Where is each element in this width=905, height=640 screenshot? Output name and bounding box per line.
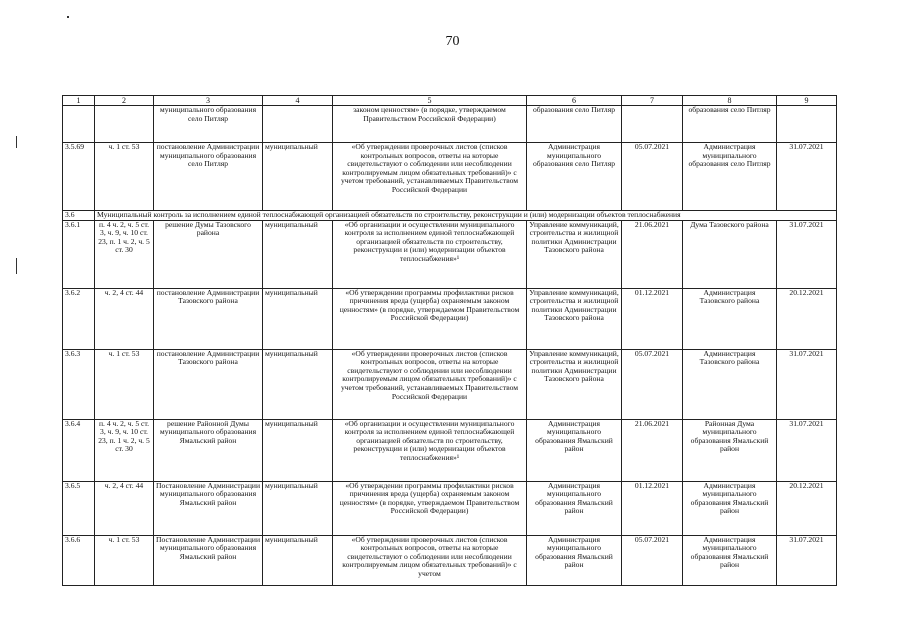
level-cell: муниципальный [263,481,333,535]
table-row [63,143,837,211]
section-number: 3.6 [63,211,95,221]
responsible-body-cell: образования село Питляр [527,106,622,143]
legal-basis-cell [95,106,154,143]
adoption-date-cell: 31.07.2021 [777,535,837,585]
adopting-body-cell: Дума Тазовского района [683,220,777,288]
adopting-body-cell: Администрация муниципального образования село Питляр [683,143,777,211]
row-number-cell: 3.6.6 [63,535,95,585]
row-number-cell: 3.6.2 [63,288,95,349]
table-body [63,96,837,586]
document-type-cell: постановление Администрации Тазовского района [154,349,263,419]
document-type-cell: постановление Администрации муниципального образования село Питляр [154,143,263,211]
adopting-body-cell: Районная Дума муниципального образования Ямальский район [683,419,777,481]
responsible-body-cell: Управление коммуникаций, строительства и жилищной политики Администрации Тазовского района [527,349,622,419]
adopting-body-cell: Администрация муниципального образования Ямальский район [683,481,777,535]
row-number-cell [63,106,95,143]
document-type-cell: Постановление Администрации муниципального образования Ямальский район [154,535,263,585]
document-title-cell: «Об утверждении проверочных листов (списков контрольных вопросов, ответы на которые свидетельствуют о соблюдении или несоблюдении контролируемым лицом обязательных требований)» с учетом требований, устанавливаемых Правительством Российской Федерации [333,143,527,211]
level-cell: муниципальный [263,349,333,419]
header-cell: 5 [333,96,527,106]
scan-mark [16,136,17,148]
level-cell: муниципальный [263,535,333,585]
legal-basis-cell: п. 4 ч. 2, ч. 5 ст. 3, ч. 9, ч. 10 ст. 23, п. 1 ч. 2, ч. 5 ст. 30 [95,220,154,288]
row-number-cell: 3.5.69 [63,143,95,211]
table-row [63,106,837,143]
header-cell: 9 [777,96,837,106]
section-row [63,211,837,221]
adoption-date-cell: 20.12.2021 [777,288,837,349]
adoption-date-cell: 31.07.2021 [777,220,837,288]
header-cell: 6 [527,96,622,106]
adopting-body-cell: образования село Питляр [683,106,777,143]
header-cell: 2 [95,96,154,106]
adopting-body-cell: Администрация Тазовского района [683,288,777,349]
document-type-cell: решение Районной Думы муниципального образования Ямальский район [154,419,263,481]
draft-date-cell: 05.07.2021 [622,349,683,419]
row-number-cell: 3.6.3 [63,349,95,419]
draft-date-cell: 01.12.2021 [622,481,683,535]
legal-basis-cell: ч. 2, 4 ст. 44 [95,288,154,349]
document-type-cell: решение Думы Тазовского района [154,220,263,288]
document-title-cell: «Об утверждении проверочных листов (списков контрольных вопросов, ответы на которые свидетельствуют о соблюдении или несоблюдении контролируемым лицом обязательных требований)» с учетом [333,535,527,585]
table-row [63,288,837,349]
level-cell: муниципальный [263,419,333,481]
adopting-body-cell: Администрация муниципального образования Ямальский район [683,535,777,585]
section-title: Муниципальный контроль за исполнением единой теплоснабжающей организацией обязательств по строительству, реконструкции и (или) модернизации объектов теплоснабжения [95,211,837,221]
header-row [63,96,837,106]
draft-date-cell: 21.06.2021 [622,419,683,481]
legal-basis-cell: ч. 1 ст. 53 [95,143,154,211]
header-cell: 1 [63,96,95,106]
document-title-cell: «Об утверждении программы профилактики рисков причинения вреда (ущерба) охраняемым законом ценностям» (в порядке, утверждаемом Правительством Российской Федерации) [333,288,527,349]
draft-date-cell: 05.07.2021 [622,143,683,211]
row-number-cell: 3.6.5 [63,481,95,535]
table-row [63,481,837,535]
level-cell: муниципальный [263,143,333,211]
scan-mark [67,16,69,18]
header-cell: 3 [154,96,263,106]
legal-basis-cell: п. 4 ч. 2, ч. 5 ст. 3, ч. 9, ч. 10 ст. 23, п. 1 ч. 2, ч. 5 ст. 30 [95,419,154,481]
header-cell: 7 [622,96,683,106]
document-title-cell: «Об утверждении программы профилактики рисков причинения вреда (ущерба) охраняемым законом ценностям» (в порядке, утверждаемом Правительством Российской Федерации) [333,481,527,535]
legal-basis-cell: ч. 1 ст. 53 [95,349,154,419]
draft-date-cell: 01.12.2021 [622,288,683,349]
header-cell: 4 [263,96,333,106]
document-type-cell: Постановление Администрации муниципального образования Ямальский район [154,481,263,535]
adoption-date-cell: 20.12.2021 [777,481,837,535]
legal-basis-cell: ч. 2, 4 ст. 44 [95,481,154,535]
level-cell: муниципальный [263,288,333,349]
level-cell: муниципальный [263,220,333,288]
document-title-cell: «Об утверждении проверочных листов (списков контрольных вопросов, ответы на которые свидетельствуют о соблюдении или несоблюдении контролируемым лицом обязательных требований)» с учетом требований, устанавливаемых Правительством Российской Федерации [333,349,527,419]
table-row [63,535,837,585]
adoption-date-cell: 31.07.2021 [777,143,837,211]
table-row [63,419,837,481]
document-table [62,95,837,586]
responsible-body-cell: Управление коммуникаций, строительства и жилищной политики Администрации Тазовского района [527,220,622,288]
responsible-body-cell: Администрация муниципального образования Ямальский район [527,481,622,535]
document-title-cell: «Об организации и осуществлении муниципального контроля за исполнением единой теплоснабжающей организацией обязательств по строительству, реконструкции и (или) модернизации объектов теплоснабжения»¹ [333,419,527,481]
header-cell: 8 [683,96,777,106]
document-type-cell: муниципального образования село Питляр [154,106,263,143]
level-cell [263,106,333,143]
document-title-cell: «Об организации и осуществлении муниципального контроля за исполнением единой теплоснабжающей организацией обязательств по строительству, реконструкции и (или) модернизации объектов теплоснабжения»¹ [333,220,527,288]
document-title-cell: законом ценностям» (в порядке, утверждаемом Правительством Российской Федерации) [333,106,527,143]
draft-date-cell: 05.07.2021 [622,535,683,585]
scan-mark [16,258,17,274]
adoption-date-cell [777,106,837,143]
draft-date-cell: 21.06.2021 [622,220,683,288]
responsible-body-cell: Администрация муниципального образования Ямальский район [527,419,622,481]
responsible-body-cell: Администрация муниципального образования село Питляр [527,143,622,211]
table-row [63,220,837,288]
page-number: 70 [445,34,460,49]
table-row [63,349,837,419]
adoption-date-cell: 31.07.2021 [777,349,837,419]
document-type-cell: постановление Администрации Тазовского района [154,288,263,349]
responsible-body-cell: Администрация муниципального образования Ямальский район [527,535,622,585]
legal-basis-cell: ч. 1 ст. 53 [95,535,154,585]
row-number-cell: 3.6.1 [63,220,95,288]
responsible-body-cell: Управление коммуникаций, строительства и жилищной политики Администрации Тазовского района [527,288,622,349]
row-number-cell: 3.6.4 [63,419,95,481]
adopting-body-cell: Администрация Тазовского района [683,349,777,419]
draft-date-cell [622,106,683,143]
adoption-date-cell: 31.07.2021 [777,419,837,481]
